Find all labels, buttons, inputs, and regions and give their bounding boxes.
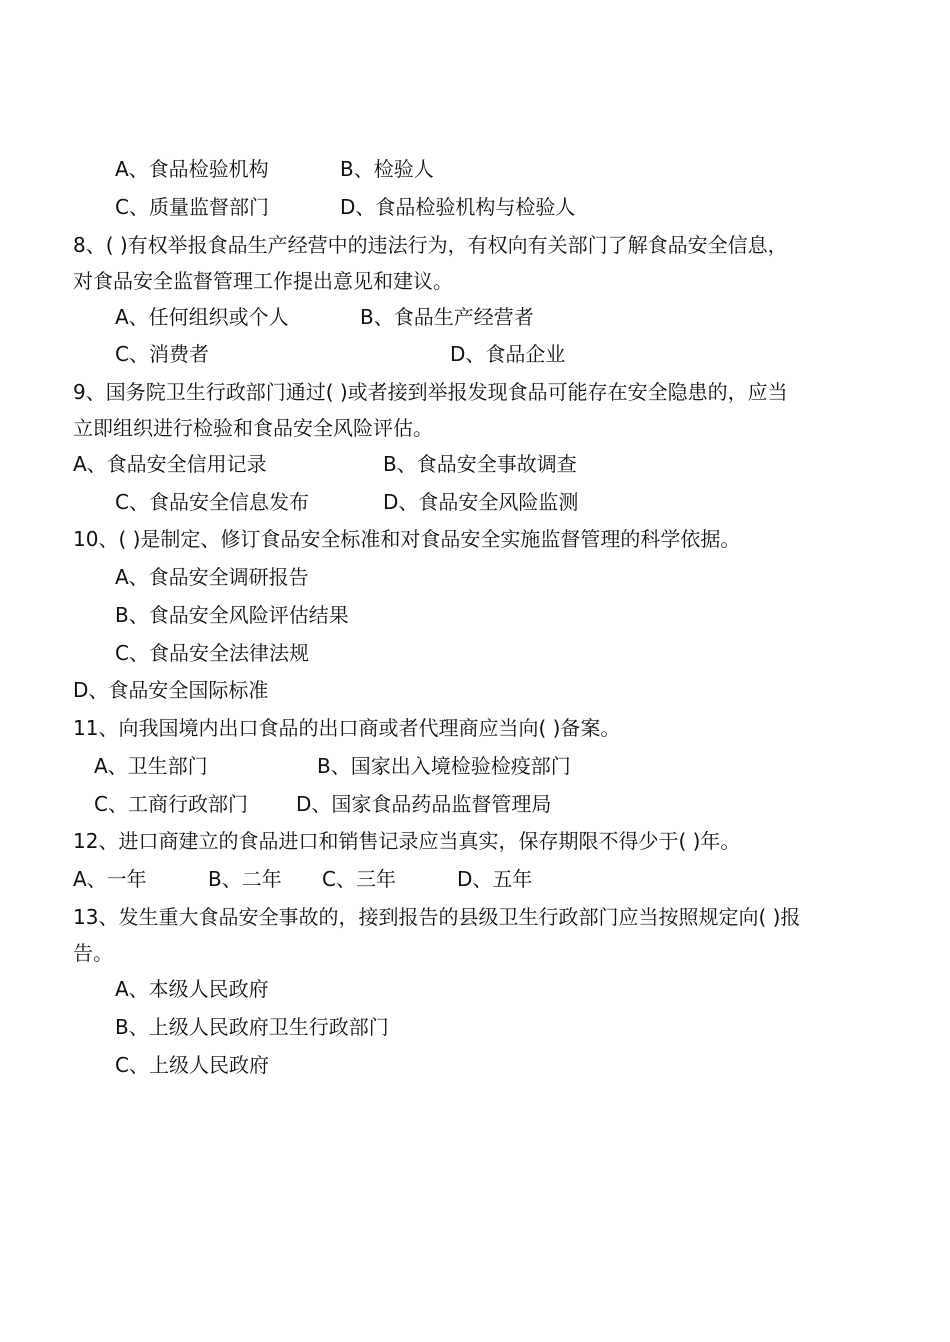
q12-stem: 12、进口商建立的食品进口和销售记录应当真实，保存期限不得少于( )年。: [73, 829, 741, 853]
q8-option-d: D、食品企业: [450, 342, 566, 366]
q7-option-d: D、食品检验机构与检验人: [340, 195, 576, 219]
q8-option-c: C、消费者: [115, 342, 209, 366]
q9-stem-line1: 9、国务院卫生行政部门通过( )或者接到举报发现食品可能存在安全隐患的，应当: [73, 380, 788, 404]
q12-option-b: B、二年: [208, 867, 282, 891]
q11-option-c: C、工商行政部门: [94, 792, 248, 816]
q9-option-b: B、食品安全事故调查: [383, 452, 577, 476]
q13-option-c: C、上级人民政府: [115, 1053, 269, 1077]
q10-option-a: A、食品安全调研报告: [115, 565, 309, 589]
q8-option-b: B、食品生产经营者: [360, 305, 534, 329]
q12-option-a: A、一年: [73, 867, 147, 891]
q7-option-b: B、检验人: [340, 157, 434, 181]
q13-option-a: A、本级人民政府: [115, 977, 269, 1001]
q11-option-b: B、国家出入境检验检疫部门: [317, 754, 571, 778]
q12-option-d: D、五年: [457, 867, 533, 891]
q11-option-d: D、国家食品药品监督管理局: [296, 792, 552, 816]
q7-option-a: A、食品检验机构: [115, 157, 269, 181]
q7-option-c: C、质量监督部门: [115, 195, 269, 219]
q13-stem-line2: 告。: [73, 941, 113, 965]
q9-option-c: C、食品安全信息发布: [115, 490, 309, 514]
q9-option-d: D、食品安全风险监测: [383, 490, 579, 514]
q8-stem-line1: 8、( )有权举报食品生产经营中的违法行为，有权向有关部门了解食品安全信息，: [73, 233, 788, 257]
q9-stem-line2: 立即组织进行检验和食品安全风险评估。: [73, 416, 433, 440]
q10-option-c: C、食品安全法律法规: [115, 641, 309, 665]
q11-stem: 11、向我国境内出口食品的出口商或者代理商应当向( )备案。: [73, 716, 621, 740]
q10-option-d: D、食品安全国际标准: [73, 678, 269, 702]
q10-stem: 10、( )是制定、修订食品安全标准和对食品安全实施监督管理的科学依据。: [73, 527, 741, 551]
q8-option-a: A、任何组织或个人: [115, 305, 289, 329]
q13-option-b: B、上级人民政府卫生行政部门: [115, 1015, 389, 1039]
q11-option-a: A、卫生部门: [94, 754, 208, 778]
q8-stem-line2: 对食品安全监督管理工作提出意见和建议。: [73, 269, 453, 293]
q13-stem-line1: 13、发生重大食品安全事故的，接到报告的县级卫生行政部门应当按照规定向( )报: [73, 905, 801, 929]
q9-option-a: A、食品安全信用记录: [73, 452, 267, 476]
q10-option-b: B、食品安全风险评估结果: [115, 603, 349, 627]
q12-option-c: C、三年: [322, 867, 396, 891]
